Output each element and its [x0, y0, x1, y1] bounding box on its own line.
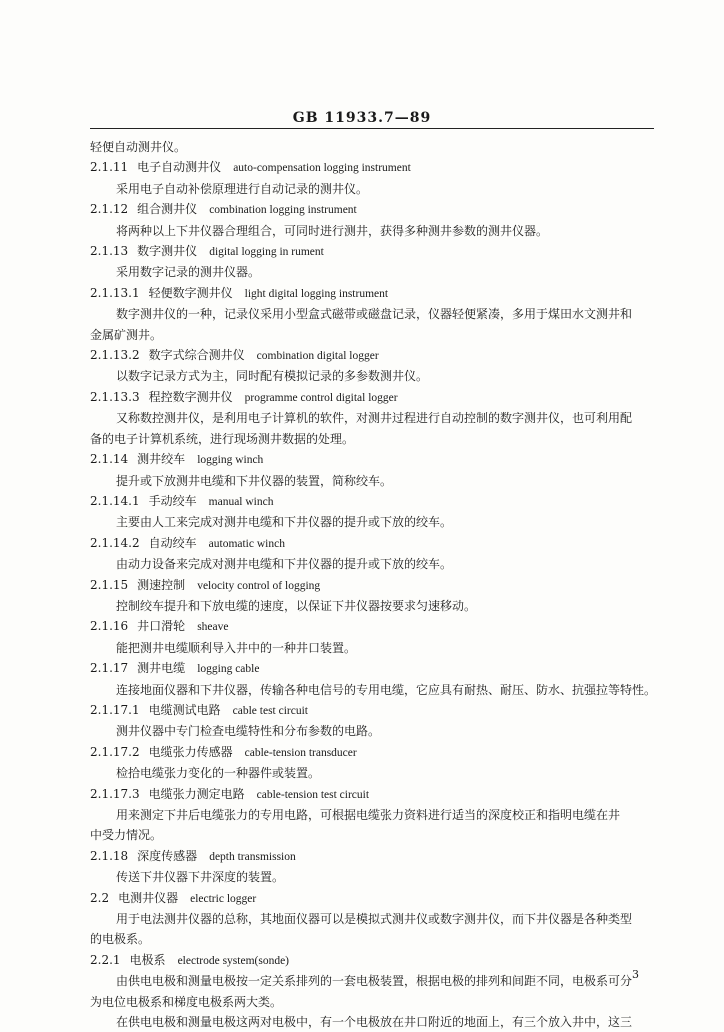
term-number: 2.1.13: [90, 244, 129, 259]
term-number: 2.2: [90, 890, 110, 905]
term-english: combination logging instrument: [209, 204, 357, 217]
term-chinese: 深度传感器: [137, 848, 198, 863]
term-heading: [90, 491, 654, 512]
term-number: 2.1.11: [90, 160, 129, 175]
term-chinese: 程控数字测井仪: [148, 389, 233, 404]
term-heading: [90, 387, 654, 408]
term-chinese: 电子自动测井仪: [137, 160, 222, 175]
definition-text: 控制绞车提升和下放电缆的速度，以保证下井仪器按要求匀速移动。: [116, 598, 477, 613]
definition-text: 传送下井仪器下井深度的装置。: [116, 870, 285, 885]
term-chinese: 电缆张力传感器: [148, 744, 233, 759]
term-number: 2.2.1: [90, 952, 121, 967]
term-chinese: 手动绞车: [148, 493, 197, 508]
term-english: light digital logging instrument: [244, 287, 389, 300]
term-heading: [90, 345, 654, 366]
term-number: 2.1.17.2: [90, 744, 140, 759]
term-number: 2.1.17.3: [90, 786, 140, 801]
term-chinese: 数字式综合测井仪: [148, 348, 245, 363]
term-english: digital logging in rument: [209, 246, 324, 259]
term-heading: [90, 700, 654, 721]
term-chinese: 测速控制: [137, 577, 186, 592]
paragraph-text: 轻便自动测井仪。: [90, 140, 187, 154]
term-chinese: 测井电缆: [137, 661, 186, 676]
term-chinese: 井口滑轮: [137, 619, 186, 634]
term-english: auto-compensation logging instrument: [233, 162, 411, 175]
term-chinese: 自动绞车: [148, 535, 197, 550]
paragraph-text: 中受力情况。: [90, 828, 163, 843]
definition-text: 主要由人工来完成对测井电缆和下井仪器的提升或下放的绞车。: [116, 515, 453, 530]
term-number: 2.1.12: [90, 202, 129, 217]
term-chinese: 电极系: [129, 952, 166, 967]
page-number: 3: [632, 968, 639, 981]
term-english: cable test circuit: [232, 704, 308, 717]
definition-text: 提升或下放测井电缆和下井仪器的装置，简称绞车。: [116, 473, 393, 488]
term-chinese: 数字测井仪: [137, 244, 198, 259]
term-heading: [90, 575, 654, 596]
term-heading: [90, 888, 654, 909]
definition-text: 用来测定下井后电缆张力的专用电路，可根据电缆张力资料进行适当的深度校正和指明电缆在井: [116, 808, 621, 822]
term-heading: [90, 199, 654, 220]
term-english: electric logger: [190, 892, 257, 905]
term-heading: [90, 157, 654, 178]
term-english: manual winch: [208, 495, 274, 508]
term-number: 2.1.18: [90, 848, 129, 863]
term-number: 2.1.14.1: [90, 493, 140, 508]
term-english: automatic winch: [208, 537, 285, 550]
header-rule: [90, 128, 654, 129]
term-heading: [90, 742, 654, 763]
paragraph-text: 备的电子计算机系统，进行现场测井数据的处理。: [90, 431, 355, 446]
term-english: logging winch: [197, 454, 264, 467]
paragraph-text: 金属矿测井。: [90, 327, 163, 342]
term-number: 2.1.14.2: [90, 535, 140, 550]
term-chinese: 轻便数字测井仪: [148, 285, 233, 300]
term-chinese: 测井绞车: [137, 452, 186, 467]
term-english: sheave: [197, 621, 229, 634]
term-number: 2.1.13.3: [90, 389, 140, 404]
definition-text: 采用电子自动补偿原理进行自动记录的测井仪。: [116, 181, 369, 196]
term-number: 2.1.13.1: [90, 285, 140, 300]
definition-text: 以数字记录方式为主，同时配有模拟记录的多参数测井仪。: [116, 369, 429, 384]
term-english: velocity control of logging: [197, 579, 321, 592]
term-english: depth transmission: [209, 850, 296, 863]
term-heading: [90, 784, 654, 805]
term-heading: [90, 241, 654, 262]
definition-text: 检拾电缆张力变化的一种器件或装置。: [116, 766, 321, 781]
definition-text: 由动力设备来完成对测井电缆和下井仪器的提升或下放的绞车。: [116, 557, 453, 572]
definition-text: 由供电电极和测量电极按一定关系排列的一套电极装置，根据电极的排列和间距不同，电极系可分: [116, 974, 633, 989]
definition-text: 将两种以上下井仪器合理组合，可同时进行测井，获得多种测井参数的测井仪器。: [116, 223, 549, 238]
term-english: programme control digital logger: [244, 391, 398, 404]
definition-text: 连接地面仪器和下井仪器，传输各种电信号的专用电缆，它应具有耐热、耐压、防水、抗强拉等特性。: [116, 682, 657, 697]
definition-text: 采用数字记录的测井仪器。: [116, 265, 261, 280]
term-number: 2.1.14: [90, 452, 129, 467]
term-number: 2.1.13.2: [90, 348, 140, 363]
definition-text: 测井仪器中专门检查电缆特性和分布参数的电路。: [116, 724, 381, 739]
term-heading: [90, 846, 654, 867]
term-heading: [90, 658, 654, 679]
term-english: cable-tension test circuit: [256, 788, 370, 801]
page-header: GB 11933.7—89: [292, 110, 432, 126]
term-english: electrode system(sonde): [177, 954, 290, 967]
term-number: 2.1.15: [90, 577, 129, 592]
definition-text: 数字测井仪的一种，记录仪采用小型盒式磁带或磁盘记录，仪器轻便紧凑，多用于煤田水文测井和: [116, 307, 633, 322]
term-heading: [90, 283, 654, 304]
definition-text: 用于电法测井仪器的总称，其地面仪器可以是模拟式测井仪或数字测井仪，而下井仪器是各种类型: [116, 912, 633, 927]
term-chinese: 电缆张力测定电路: [148, 786, 245, 801]
term-chinese: 电测井仪器: [118, 890, 179, 905]
definition-text: 在供电电极和测量电极这两对电极中，有一个电极放在井口附近的地面上，有三个放入井中，这三: [116, 1015, 633, 1030]
term-heading: [90, 950, 654, 971]
term-english: combination digital logger: [256, 350, 379, 363]
definition-text: 又称数控测井仪，是利用电子计算机的软件，对测井过程进行自动控制的数字测井仪，也可利用配: [116, 411, 633, 426]
term-english: logging cable: [197, 663, 260, 676]
term-heading: [90, 449, 654, 470]
definition-text: 能把测井电缆顺利导入井中的一种井口装置。: [116, 640, 357, 655]
term-chinese: 电缆测试电路: [148, 702, 221, 717]
term-number: 2.1.17: [90, 661, 129, 676]
term-english: cable-tension transducer: [244, 746, 357, 759]
term-chinese: 组合测井仪: [137, 202, 198, 217]
term-number: 2.1.16: [90, 619, 129, 634]
document-body: [90, 137, 657, 1032]
term-number: 2.1.17.1: [90, 702, 140, 717]
paragraph-text: 为电位电极系和梯度电极系两大类。: [90, 994, 283, 1009]
term-heading: [90, 616, 654, 637]
paragraph-text: 的电极系。: [90, 932, 151, 947]
term-heading: [90, 533, 654, 554]
